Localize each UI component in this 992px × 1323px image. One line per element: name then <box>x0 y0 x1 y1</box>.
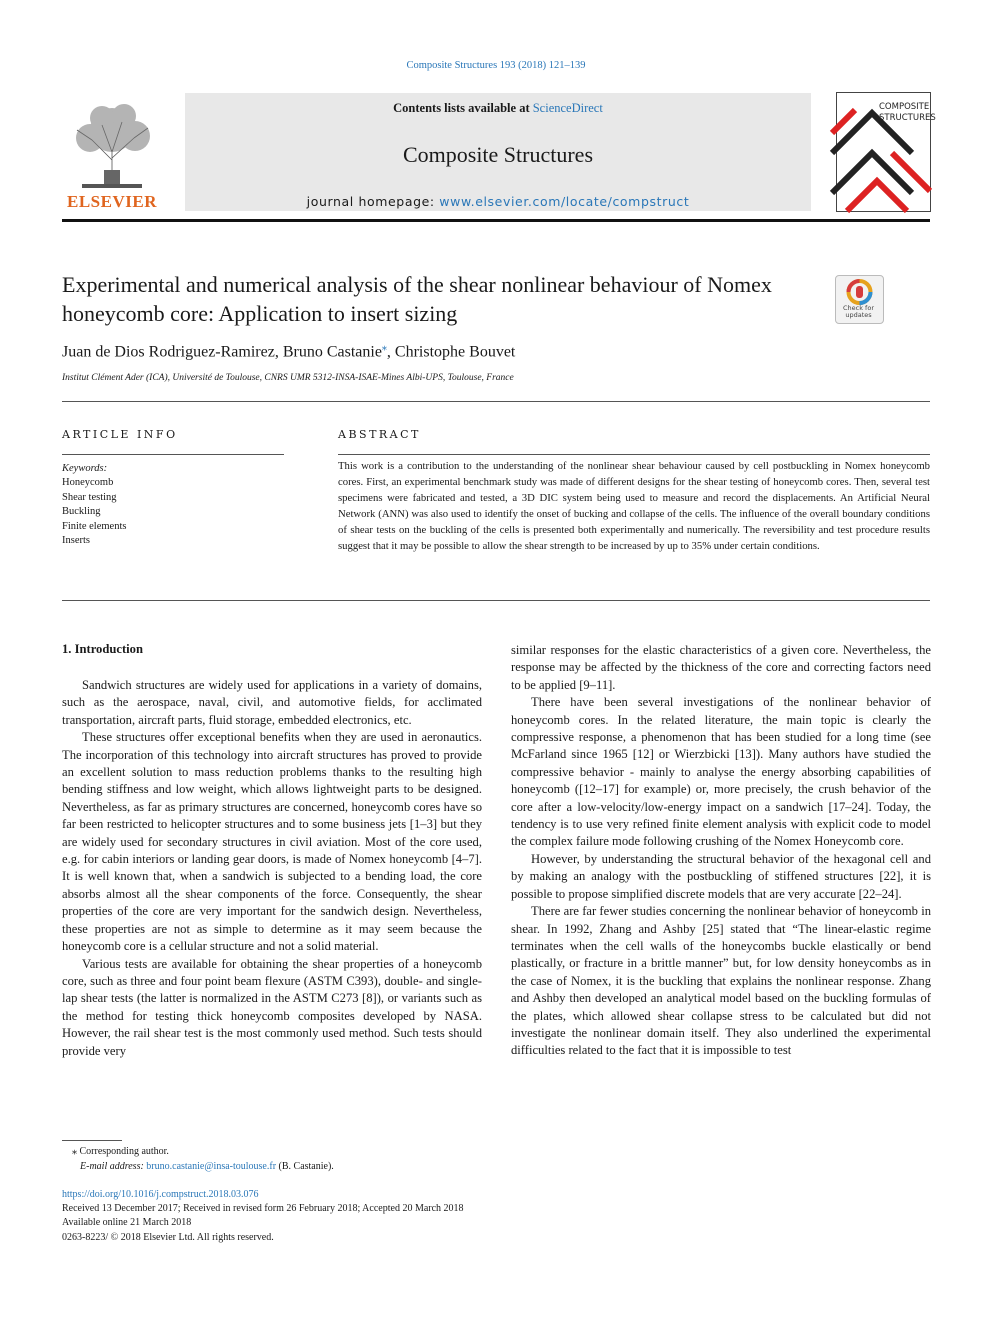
article-title: Experimental and numerical analysis of the shear nonlinear behaviour of Nomex honeycomb core: Application to insert sizing <box>62 272 772 326</box>
email-footnote <box>80 1161 334 1172</box>
affiliation: Institut Clément Ader (ICA), Université de Toulouse, CNRS UMR 5312-INSA-ISAE-Mines Albi-UPS, Toulouse, France <box>62 373 514 383</box>
body-column-left <box>62 677 482 1060</box>
journal-citation[interactable]: Composite Structures 193 (2018) 121–139 <box>406 60 586 71</box>
sciencedirect-link[interactable]: ScienceDirect <box>532 101 603 115</box>
cover-title-1: COMPOSITE <box>879 102 930 112</box>
keyword: Buckling <box>62 506 101 518</box>
homepage-line <box>185 194 811 209</box>
author-list <box>62 342 515 361</box>
header-rule <box>62 219 930 222</box>
paragraph: There are far fewer studies concerning the nonlinear behavior of honeycomb in shear. In 1992, Zhang and Ashby [25] stated that “The linear-elastic regime terminates when the cell walls of the honeycombs buckle elastically or bend plastically, or fracture in a brittle manner” but, for low density honeycombs as in the case of Nomex, it is the buckling that explains the nonlinear response. Zhang and Ashby then developed an analytical model based on the buckling formulas of the plates, which allowed shear collapse stress to be calculated but did not investigate the nonlinear domain itself. They also underlined the experimental difficulties related to the fact that it is impossible to test <box>511 904 931 1058</box>
abstract-text: This work is a contribution to the understanding of the nonlinear shear behaviour caused by cell postbuckling in Nomex honeycomb cores. First, an experimental benchmark study was made of different designs for the shear testing of honeycomb cores. Then, several test specimens were fabricated and tested, a 3D DIC system being used to measure and record the displacements. An Artificial Neural Network (ANN) was also used to identify the onset of bucking and collapse of the cells. The influence of the overall boundary conditions of shear tests on the buckling of the cells is presented both experimentally and numerically. The reversibility and test procedure results suggest that it may be possible to allow the shear strength to be increased by up to 35% under certain conditions. <box>338 460 930 552</box>
journal-cover-thumbnail[interactable] <box>836 92 936 212</box>
authors-part-b: , Christophe Bouvet <box>386 343 516 361</box>
authors-part-a: Juan de Dios Rodriguez-Ramirez, Bruno Castanie <box>62 343 382 361</box>
article-metadata <box>62 1188 464 1245</box>
corresponding-footnote <box>72 1146 169 1157</box>
abstract-heading: ABSTRACT <box>338 428 421 441</box>
copyright: 0263-8223/ © 2018 Elsevier Ltd. All rights reserved. <box>62 1231 274 1243</box>
keyword: Finite elements <box>62 520 127 532</box>
title-divider <box>62 401 930 402</box>
paragraph: Various tests are available for obtaining the shear properties of a honeycomb core, such as three and four point beam flexure (ASTM C393), double- and single-lap shear tests (the latter is normalized in the ASTM C273 [8]), or variants such as the method for testing thick honeycomb composites developed by NASA. However, the rail shear test is the most commonly used method. Such tests should provide very <box>62 956 482 1058</box>
keywords-label: Keywords: <box>62 463 108 474</box>
elsevier-wordmark[interactable]: ELSEVIER <box>67 192 157 211</box>
keyword: Inserts <box>62 535 90 547</box>
paragraph: Sandwich structures are widely used for applications in a variety of domains, such as the aerospace, naval, civil, and automotive fields, for acclimated transportation, aircraft parts, fluid storage, embedded electronics, etc. <box>62 678 482 727</box>
article-info-heading: ARTICLE INFO <box>62 428 178 441</box>
homepage-link[interactable]: www.elsevier.com/locate/compstruct <box>439 194 690 209</box>
abstract-divider <box>338 454 930 455</box>
email-label: E-mail address: <box>80 1161 147 1172</box>
paragraph: These structures offer exceptional benefits when they are used in aeronautics. The incorporation of this technology into aircraft structures has proved to provide an excellent solution to mass reduction problems thanks to the resulting high bending stiffness and low weight, which allows lightweight parts to be designed. Nevertheless, as far as primary structures are concerned, honeycomb cores have so far been restricted to helicopter structures and to some business jets [1–3] but they are widely used for secondary structures in civil aviation. Most of the core used, e.g. for cabin interiors or landing gear doors, is made of Nomex honeycomb [4–7]. It is well known that, when a sandwich is subjected to a bending load, the core absorbs almost all the shear components of the force. Consequently, the shear properties of the core are very important for the sandwich design. Nevertheless, these properties are not as simple to determine as it may seem because the honeycomb core is a cellular structure and not a solid material. <box>62 730 482 954</box>
article-info-divider <box>62 454 284 455</box>
corresponding-mark: ⁎ <box>72 1146 77 1157</box>
doi-link[interactable]: https://doi.org/10.1016/j.compstruct.2018.03.076 <box>62 1189 259 1200</box>
email-suffix: (B. Castanie). <box>276 1161 334 1172</box>
section-heading-introduction: 1. Introduction <box>62 642 143 656</box>
available-online: Available online 21 March 2018 <box>62 1217 192 1229</box>
footnote-divider <box>62 1140 122 1141</box>
paragraph: However, by understanding the structural behavior of the hexagonal cell and by making an analogy with the postbuckling of stiffened structures [22], it is possible to propose simplified discrete models that are very accurate [22–24]. <box>511 851 931 901</box>
body-column-right <box>511 642 931 1060</box>
corresponding-author-mark[interactable]: ⁎ <box>381 342 387 353</box>
check-for-updates-label[interactable]: Check for updates <box>843 304 874 319</box>
paragraph: similar responses for the elastic characteristics of a given core. Nevertheless, the response may be affected by the thickness of the core and correcting factors need to be applied [9–11]. <box>511 643 931 692</box>
journal-title[interactable]: Composite Structures <box>402 142 594 167</box>
received-dates: Received 13 December 2017; Received in revised form 26 February 2018; Accepted 20 March 2018 <box>62 1203 464 1215</box>
cover-title-2: STRUCTURES <box>879 113 936 123</box>
contents-line <box>185 101 811 116</box>
keyword: Honeycomb <box>62 477 114 489</box>
contents-prefix: Contents lists available at <box>393 101 533 115</box>
paragraph: There have been several investigations of the nonlinear behavior of honeycomb cores. In the related literature, the main topic is clearly the compressive response, a phenomenon that has been studied for a long time (see McFarland since 1965 [12] or Wierzbicki [13]). Many authors have studied the compressive behavior - mainly to analyse the energy absorbing capabilities of honeycomb ([12–17] for example) or, more precisely, the crush behavior of the core after a low-velocity/low-energy impact on a sandwich [17–24]. Today, the tendency is to use very refined finite element analysis with explicit code to model the complex failure mode following crushing of the Nomex Honeycomb core. <box>511 695 931 849</box>
abstract-bottom-divider <box>62 600 930 601</box>
homepage-prefix: journal homepage: <box>306 194 440 209</box>
corresponding-label: Corresponding author. <box>77 1146 169 1157</box>
keywords-block <box>62 462 126 548</box>
keyword: Shear testing <box>62 491 117 503</box>
email-link[interactable]: bruno.castanie@insa-toulouse.fr <box>146 1161 277 1172</box>
